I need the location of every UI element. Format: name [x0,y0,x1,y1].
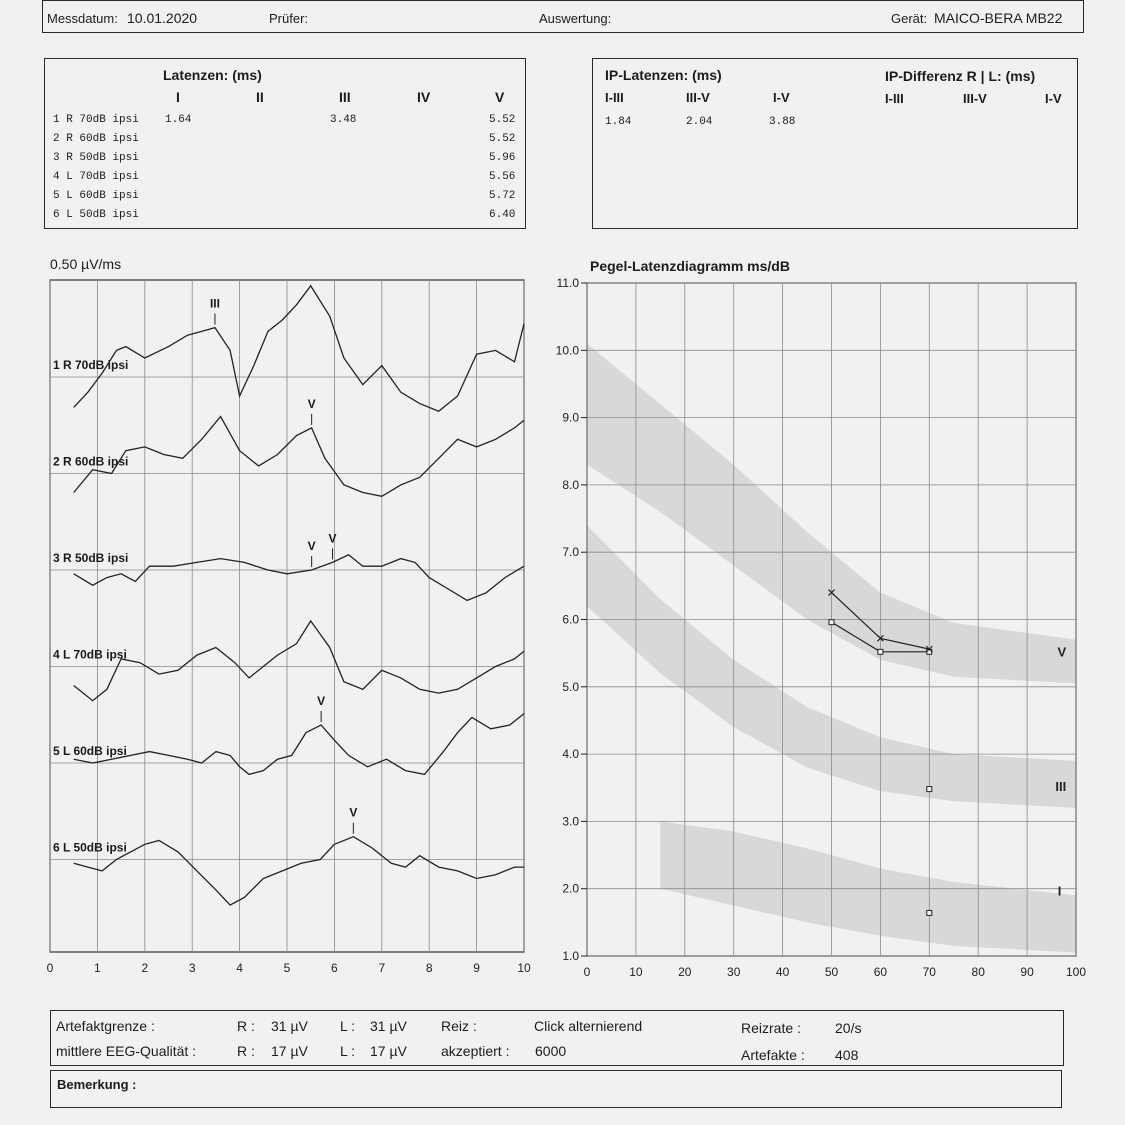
artefacts-label: Artefakte : [741,1047,805,1063]
waveform-peak-label: V [349,805,358,820]
level-latency-y-tick-label: 5.0 [562,679,579,694]
latency-cell-iii: 3.48 [330,114,357,126]
evaluation-label: Auswertung: [539,11,612,26]
examiner-label: Prüfer: [269,11,309,26]
eeg-l-value: 17 µV [370,1043,407,1059]
lat-col-v: V [495,89,505,105]
level-latency-point [927,787,932,792]
waveform-trace-label: 6 L 50dB ipsi [53,840,127,855]
ip-panel [592,58,1078,229]
artefact-limit-label: Artefaktgrenze : [56,1018,155,1034]
level-latency-y-tick-label: 3.0 [562,814,579,829]
waveform-x-tick-label: 1 [94,961,101,975]
level-latency-y-tick-label: 10.0 [555,343,579,358]
stimulus-value: Click alternierend [534,1018,643,1034]
latency-row-label: 2 R 60dB ipsi [53,133,139,145]
date-label: Messdatum: [47,11,118,26]
level-latency-title: Pegel-Latenzdiagramm ms/dB [590,258,790,274]
eeg-quality-label: mittlere EEG-Qualität : [56,1043,197,1059]
level-latency-x-tick-label: 20 [678,965,692,979]
latencies-panel [44,58,526,229]
latency-row-label: 6 L 50dB ipsi [53,209,139,221]
ipd-col-i-iii: I-III [885,91,904,106]
waveform-trace-label: 4 L 70dB ipsi [53,647,127,662]
waveform-trace [74,714,524,775]
waveform-peak-label: V [328,531,337,546]
waveform-x-tick-label: 2 [141,961,149,975]
eeg-r-label: R : [237,1043,255,1059]
rate-label: Reizrate : [741,1020,801,1036]
level-latency-y-tick-label: 6.0 [562,612,579,627]
accepted-label: akzeptiert : [441,1043,510,1059]
band-label: III [1055,779,1067,795]
latency-cell-v: 5.52 [489,114,516,126]
waveform-trace [74,555,524,601]
level-latency-point [829,620,834,625]
latency-row-label: 3 R 50dB ipsi [53,152,139,164]
waveform-trace [74,417,524,497]
latency-cell-v: 5.52 [489,133,516,145]
waveform-x-tick-label: 8 [425,961,433,975]
waveform-x-tick-label: 0 [46,961,54,975]
level-latency-x-tick-label: 30 [727,965,741,979]
waveform-scale-title: 0.50 µV/ms [50,256,122,272]
level-latency-x-tick-label: 60 [873,965,888,979]
level-latency-x-tick-label: 10 [629,965,643,979]
latency-cell-i: 1.64 [165,114,192,126]
level-latency-x-tick-label: 100 [1065,965,1087,979]
remark-label: Bemerkung : [57,1077,137,1092]
level-latency-point [927,910,932,915]
artefact-r-value: 31 µV [271,1018,308,1034]
accepted-value: 6000 [535,1043,567,1059]
band-label: I [1057,883,1062,899]
lat-col-i: I [176,89,180,105]
level-latency-x-tick-label: 0 [583,965,591,979]
level-latency-y-tick-label: 9.0 [562,410,579,425]
waveform-peak-label: V [317,694,326,708]
eeg-l-label: L : [340,1043,356,1059]
level-latency-y-tick-label: 7.0 [562,545,579,560]
waveform-peak-label: V [307,539,316,553]
ip-val-i-v: 3.88 [769,116,796,128]
latency-row-label: 1 R 70dB ipsi [53,114,139,126]
latencies-title: Latenzen: (ms) [163,67,262,83]
level-latency-x-tick-label: 40 [775,965,790,979]
level-latency-y-tick-label: 4.0 [562,747,579,762]
waveform-peak-label: III [209,296,220,311]
level-latency-x-tick-label: 70 [922,965,936,979]
waveform-x-tick-label: 5 [283,961,291,975]
latency-cell-v: 5.56 [489,171,516,183]
lat-col-ii: II [256,89,264,105]
latency-cell-v: 6.40 [489,209,516,221]
ipd-col-iii-v: III-V [963,91,987,106]
waveform-trace-label: 5 L 60dB ipsi [53,744,127,758]
level-latency-chart [540,270,1100,990]
artefacts-value: 408 [835,1047,859,1063]
rate-value: 20/s [835,1020,862,1036]
waveform-trace [74,621,524,701]
waveform-x-tick-label: 10 [517,961,531,975]
artefact-r-label: R : [237,1018,255,1034]
waveform-x-tick-label: 7 [378,961,386,975]
ip-col-iii-v: III-V [686,90,710,105]
band-label: V [1057,644,1067,660]
artefact-l-label: L : [340,1018,356,1034]
band-wave-i [660,821,1076,952]
device-value: MAICO-BERA MB22 [934,10,1063,26]
waveform-trace [74,837,524,905]
ip-latencies-title: IP-Latenzen: (ms) [605,67,722,83]
waveform-trace [74,286,524,411]
level-latency-y-tick-label: 8.0 [562,477,579,492]
latency-cell-v: 5.96 [489,152,516,164]
waveform-trace-label: 2 R 60dB ipsi [53,454,129,469]
ip-val-iii-v: 2.04 [686,116,713,128]
level-latency-x-tick-label: 80 [971,965,985,979]
header-bar [42,0,1084,33]
latency-row-label: 5 L 60dB ipsi [53,190,139,202]
waveform-trace-label: 1 R 70dB ipsi [53,358,129,372]
latency-row-label: 4 L 70dB ipsi [53,171,139,183]
level-latency-x-tick-label: 50 [824,965,839,979]
settings-panel [50,1010,1064,1066]
ip-col-i-iii: I-III [605,90,624,105]
lat-col-iv: IV [417,89,431,105]
waveform-x-tick-label: 6 [331,961,338,975]
stimulus-label: Reiz : [441,1018,477,1034]
ip-diff-title: IP-Differenz R | L: (ms) [885,68,1036,84]
waveform-trace-label: 3 R 50dB ipsi [53,551,129,565]
waveform-x-tick-label: 3 [188,961,196,975]
waveform-peak-label: V [307,396,316,411]
ipd-col-i-v: I-V [1045,91,1062,106]
waveform-x-tick-label: 4 [236,961,243,975]
ip-val-i-iii: 1.84 [605,116,632,128]
date-value: 10.01.2020 [127,10,198,26]
ip-col-i-v: I-V [773,90,790,105]
device-label: Gerät: [891,11,928,26]
eeg-r-value: 17 µV [271,1043,308,1059]
latency-cell-v: 5.72 [489,190,516,202]
level-latency-y-tick-label: 1.0 [562,949,579,963]
waveform-chart [0,270,540,990]
lat-col-iii: III [339,89,351,105]
level-latency-y-tick-label: 2.0 [562,881,579,896]
waveform-x-tick-label: 9 [473,961,480,975]
level-latency-y-tick-label: 11.0 [556,276,579,290]
level-latency-x-tick-label: 90 [1020,965,1034,979]
remark-panel [50,1070,1062,1108]
artefact-l-value: 31 µV [370,1018,407,1034]
level-latency-point [878,649,883,654]
